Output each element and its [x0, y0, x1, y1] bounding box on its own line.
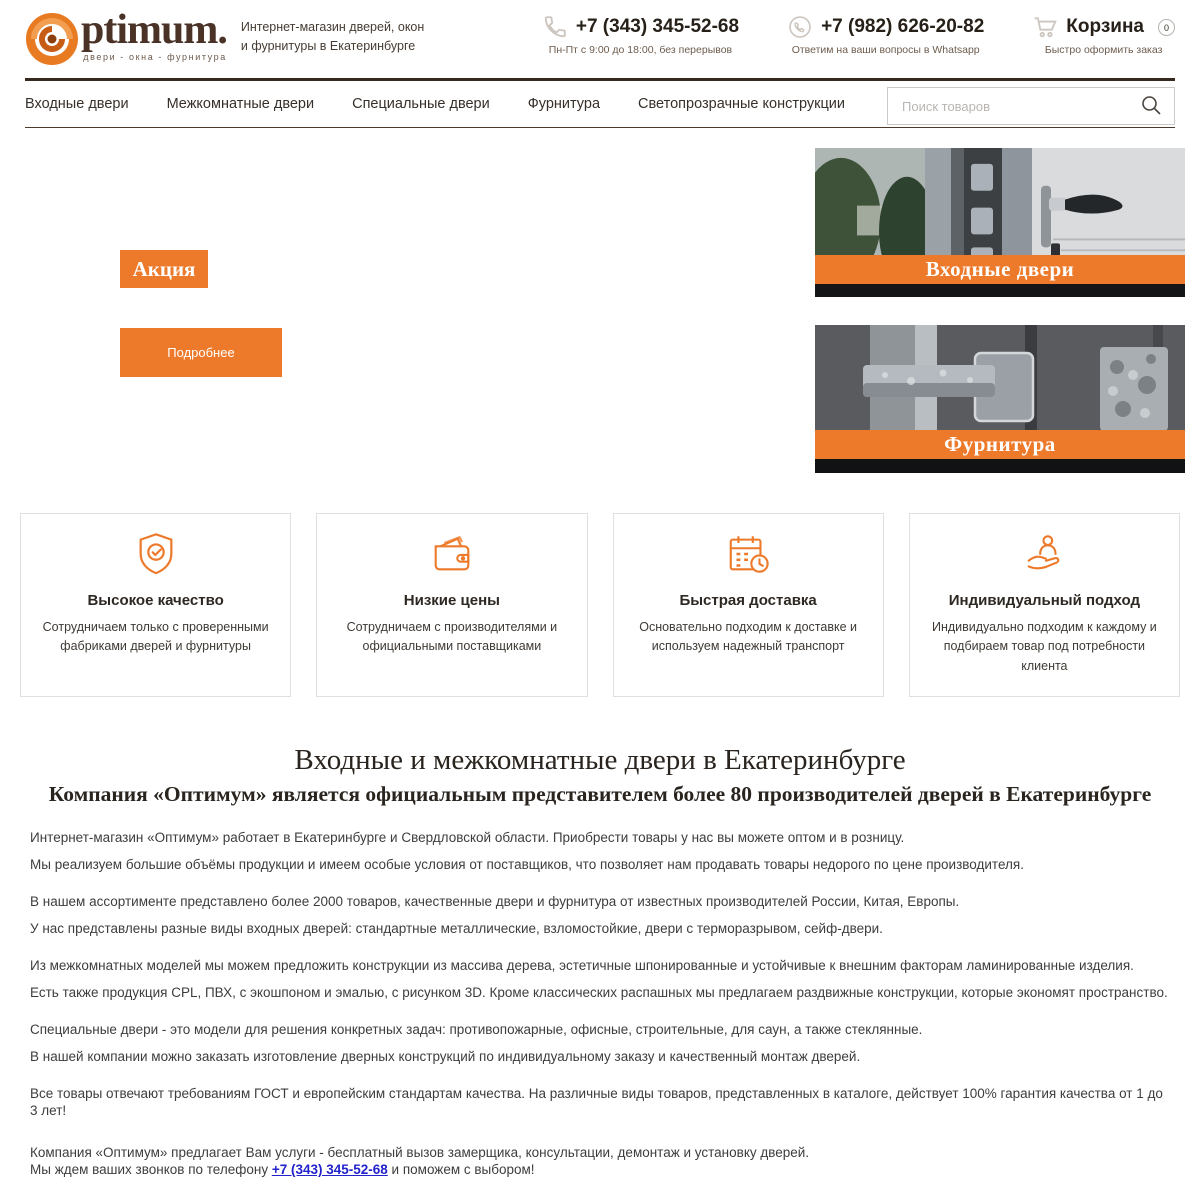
- cart-button[interactable]: [1032, 14, 1175, 56]
- category-card-entry-doors[interactable]: [815, 148, 1185, 297]
- feature-title: Индивидуальный подход: [948, 592, 1140, 609]
- cart-icon: [1032, 14, 1058, 40]
- seo-paragraph: Есть также продукция CPL, ПВХ, с экошпоном и эмалью, с рисунком 3D. Кроме классических распашных мы предлагаем раздвижные конструкции, которые экономят пространство.: [30, 985, 1168, 1001]
- feature-text: Сотрудничаем с производителями и официальными поставщиками: [346, 620, 558, 654]
- feature-text: Индивидуально подходим к каждому и подбираем товар под потребности клиента: [931, 620, 1157, 673]
- seo-paragraph: В нашей компании можно заказать изготовление дверных конструкций по индивидуальному заказу и качественный монтаж дверей.: [30, 1049, 861, 1065]
- search-input[interactable]: [902, 99, 1138, 114]
- logo-wordmark: ptimum.: [81, 7, 227, 53]
- cart-count-badge: 0: [1158, 19, 1175, 36]
- cart-note: Быстро оформить заказ: [1044, 44, 1163, 56]
- hero-banner: [0, 128, 1200, 480]
- search-box: [887, 87, 1175, 125]
- logo[interactable]: [25, 7, 227, 66]
- site-description: [241, 18, 424, 57]
- feature-card-delivery: [613, 513, 884, 697]
- page-subtitle: Компания «Оптимум» является официальным представителем более 80 производителей дверей в Екатеринбурге: [48, 782, 1152, 807]
- nav-item-interior-doors[interactable]: Межкомнатные двери: [166, 96, 315, 112]
- personal-approach-icon: [1021, 531, 1067, 577]
- promo-badge: Акция: [120, 250, 208, 288]
- seo-paragraph: В нашем ассортименте представлено более 2000 товаров, качественные двери и фурнитура от известных производителей России, Китая, Европы.: [30, 894, 960, 910]
- phone-icon: [542, 14, 568, 40]
- feature-card-individual: [909, 513, 1180, 697]
- seo-phone-link[interactable]: +7 (343) 345-52-68: [271, 1162, 388, 1178]
- category-banner-hardware: Фурнитура: [815, 430, 1185, 459]
- feature-title: Высокое качество: [87, 592, 224, 609]
- whatsapp-icon: [787, 14, 813, 40]
- features: [0, 513, 1200, 697]
- search-button[interactable]: [1138, 93, 1164, 119]
- shield-check-icon: [133, 531, 179, 577]
- logo-swirl-icon: [25, 12, 79, 66]
- phone-whatsapp-block: [787, 14, 984, 56]
- feature-card-prices: [316, 513, 587, 697]
- closing-text-before: Мы ждем ваших звонков по телефону: [30, 1162, 272, 1178]
- site-description-line1: Интернет-магазин дверей, окон: [240, 20, 425, 34]
- wallet-icon: [429, 531, 475, 577]
- seo-paragraph: Мы реализуем большие объёмы продукции и имеем особые условия от поставщиков, что позволяет нам продавать товары недорого по цене производителя.: [30, 857, 1024, 873]
- closing-text-after: и поможем с выбором!: [387, 1162, 535, 1178]
- header-contacts: [542, 14, 1175, 56]
- seo-paragraph: Все товары отвечают требованиям ГОСТ и европейским стандартам качества. На различные виды товаров, представленных в каталоге, действует 100% гарантия качества от 1 до 3 лет!: [30, 1086, 1163, 1119]
- promo-details-button[interactable]: Подробнее: [120, 328, 282, 377]
- phone-whatsapp-note: Ответим на ваши вопросы в Whatsapp: [791, 44, 980, 56]
- phone-main-block: [542, 14, 739, 56]
- feature-text: Основательно подходим к доставке и используем надежный транспорт: [639, 620, 857, 654]
- seo-closing-line: [30, 1161, 1170, 1178]
- seo-paragraph: Из межкомнатных моделей мы можем предложить конструкции из массива дерева, эстетичные шпонированные и устойчивые к внешним факторам ламинированные изделия.: [30, 958, 1134, 974]
- category-banner-entry-doors: Входные двери: [815, 255, 1185, 284]
- main-nav: [25, 78, 1175, 128]
- feature-text: Сотрудничаем только с проверенными фабриками дверей и фурнитуры: [42, 620, 269, 654]
- phone-main-number[interactable]: +7 (343) 345-52-68: [575, 16, 740, 37]
- site-description-line2: и фурнитуры в Екатеринбурге: [240, 39, 416, 54]
- category-card-hardware[interactable]: [815, 325, 1185, 473]
- phone-whatsapp-number[interactable]: +7 (982) 626-20-82: [821, 16, 985, 37]
- phone-main-note: Пн-Пт с 9:00 до 18:00, без перерывов: [548, 44, 733, 56]
- search-icon: [1139, 93, 1163, 117]
- seo-paragraph: Интернет-магазин «Оптимум» работает в Екатеринбурге и Свердловской области. Приобрести товары у нас вы можете оптом и в розницу.: [30, 830, 905, 846]
- seo-text: [0, 697, 1200, 1178]
- nav-item-hardware[interactable]: Фурнитура: [527, 96, 601, 112]
- nav-item-special-doors[interactable]: Специальные двери: [352, 96, 490, 112]
- seo-paragraph: Компания «Оптимум» предлагает Вам услуги - бесплатный вызов замерщика, консультации, демонтаж и установку дверей.: [30, 1145, 810, 1161]
- header: [0, 0, 1200, 78]
- nav-item-entry-doors[interactable]: Входные двери: [25, 96, 129, 112]
- feature-title: Низкие цены: [403, 592, 500, 609]
- delivery-calendar-icon: [725, 531, 771, 577]
- page-title: Входные и межкомнатные двери в Екатеринбурге: [294, 744, 906, 777]
- logo-tagline: двери - окна - фурнитура: [83, 52, 227, 62]
- seo-paragraph: Специальные двери - это модели для решения конкретных задач: противопожарные, офисные, строительные, для саун, а также стеклянные.: [30, 1022, 923, 1038]
- feature-title: Быстрая доставка: [679, 592, 817, 609]
- nav-item-translucent-structures[interactable]: Светопрозрачные конструкции: [638, 96, 845, 112]
- cart-label: Корзина: [1066, 16, 1144, 37]
- seo-paragraph: У нас представлены разные виды входных дверей: стандартные металлические, взломостойкие, двери с терморазрывом, сейф-двери.: [30, 921, 883, 937]
- feature-card-quality: [20, 513, 291, 697]
